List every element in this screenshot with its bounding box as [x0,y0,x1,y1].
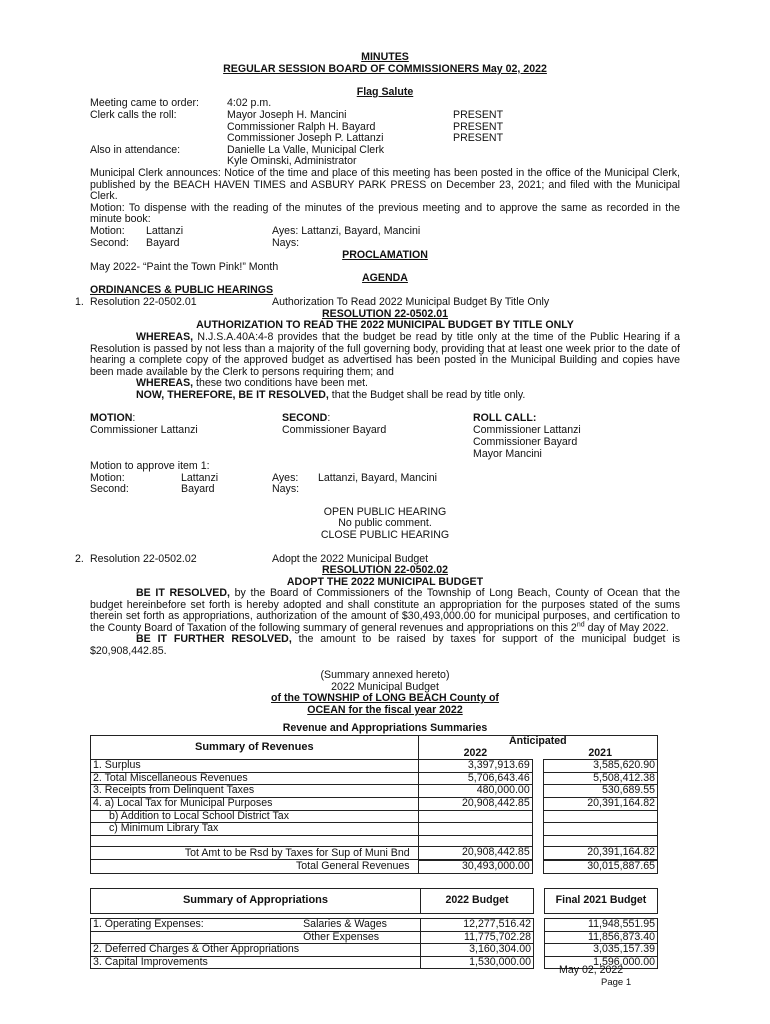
whereas-body: WHEREAS, N.J.S.A.40A:4-8 provides that the budget be read by title only at the time of the Public Hearing if a Resolution is passed by not less than a majority of the full governing body, providing that at least one week prior to the date of hearing a complete copy of the approved budget as advertised has been posted in the Municipal Building and copies have been made available by the Clerk to persons requiring them; and WHEREAS, these two conditions have been met. NOW, THEREFORE, BE IT RESOLVED, that the Budget shall be read by title only. [90,331,680,401]
row-label: b) Addition to Local School District Tax [91,810,419,823]
row-value-2021: 30,015,887.65 [543,860,657,873]
roll-name: Commissioner Joseph P. Lattanzi [227,132,384,144]
ayes-names: Lattanzi, Bayard, Mancini [318,472,437,484]
document-title: MINUTES [361,51,409,63]
proclamation-heading: PROCLAMATION [342,249,428,261]
second-by: Bayard [146,237,180,249]
table-row [91,760,658,773]
row-value-2021: 3,035,157.39 [545,944,658,957]
roll-call-name: Mayor Mancini [473,448,542,460]
motion-heading: MOTION: [90,412,136,424]
table-row [91,931,658,944]
roll-status: PRESENT [453,132,504,144]
row-value-2022 [418,810,532,823]
motion-by: Lattanzi [181,472,219,484]
township-line: of the TOWNSHIP of LONG BEACH County of [271,692,499,704]
resolved-body: BE IT RESOLVED, by the Board of Commissioners of the Township of Long Beach, County of Ocean that the budget hereinbefore set forth is hereby adopted and shall constitute an appropriation for the purposes stated of the sums therein set forth as appropriations, authorization of the amount of $30,493,000.00 for municipal purposes, and certification to the County Board of Taxation of the following summary of general revenues and appropriations on this 2nd day of May 2022. BE IT FURTHER RESOLVED, the amount to be raised by taxes for support of the municipal budget is $20,908,442.85. [90,587,680,657]
table-row [91,823,658,836]
row-value-2022: 20,908,442.85 [418,847,532,860]
motion-label: Motion: [90,225,125,237]
meeting-time: 4:02 p.m. [227,97,272,109]
roll-call-name: Commissioner Bayard [473,436,578,448]
row-label: 4. a) Local Tax for Municipal Purposes [91,797,419,810]
row-label [91,931,302,944]
row-value-2021 [543,823,657,836]
row-value-2021: 20,391,164.82 [543,847,657,860]
col-2022-budget: 2022 Budget [421,889,534,914]
row-value-2022: 12,277,516.42 [421,919,534,932]
item-number: 1. [75,296,84,308]
resolution-title: AUTHORIZATION TO READ THE 2022 MUNICIPAL BUDGET BY TITLE ONLY [196,319,574,331]
second-name: Commissioner Bayard [282,424,387,436]
row-value-2021: 530,689.55 [543,785,657,798]
row-label: 1. Surplus [91,760,419,773]
roll-name: Commissioner Ralph H. Bayard [227,121,376,133]
row-value-2022: 5,706,643.46 [418,772,532,785]
roll-status: PRESENT [453,121,504,133]
item-resolution: Resolution 22-0502.02 [90,553,197,565]
motion-label: Motion: [90,472,125,484]
row-label: 3. Capital Improvements [91,956,302,969]
county-line: OCEAN for the fiscal year 2022 [307,704,463,716]
row-label: 3. Receipts from Delinquent Taxes [91,785,419,798]
ayes-text: Ayes: Lattanzi, Bayard, Mancini [272,225,421,237]
table-row [91,919,658,932]
table-row [91,944,658,957]
appropriations-rows [91,919,658,969]
nays-text: Nays: [272,237,300,249]
col-2021-budget: Final 2021 Budget [545,889,658,914]
row-value-2021: 1,596,000.00 [545,956,658,969]
revenues-table [90,735,658,874]
resolution-heading: RESOLUTION 22-0502.02 [322,564,448,576]
table-row [91,785,658,798]
resolution-heading: RESOLUTION 22-0502.01 [322,308,448,320]
row-sublabel [301,956,420,969]
row-value-2022: 3,160,304.00 [421,944,534,957]
col-2022: 2022 [418,748,532,760]
revenues-rows [91,760,658,873]
row-sublabel: Salaries & Wages [301,919,420,932]
col-2021: 2021 [543,748,657,760]
summaries-title: Revenue and Appropriations Summaries [282,722,488,734]
agenda-section: ORDINANCES & PUBLIC HEARINGS [90,284,274,296]
table-row [91,797,658,810]
appropriations-heading: Summary of Appropriations [91,889,421,914]
row-value-2022: 1,530,000.00 [421,956,534,969]
motion-text: Motion: To dispense with the reading of the minutes of the previous meeting and to approve the same as recorded in the minute book: [90,201,680,226]
revenues-heading: Summary of Revenues [91,736,419,760]
row-value-2022 [418,823,532,836]
document-subtitle: REGULAR SESSION BOARD OF COMMISSIONERS May 02, 2022 [223,63,547,75]
second-label: Second: [90,483,129,495]
row-value-2022: 3,397,913.69 [418,760,532,773]
ayes-label: Ayes: [272,472,299,484]
row-sublabel [301,944,420,957]
roll-call-name: Commissioner Lattanzi [473,424,581,436]
agenda-heading: AGENDA [362,272,408,284]
second-label: Second: [90,237,129,249]
page-number: Page 1 [601,977,632,988]
row-value-2021: 11,856,873.40 [545,931,658,944]
resolution-title: ADOPT THE 2022 MUNICIPAL BUDGET [286,576,484,588]
table-row [91,810,658,823]
nays-label: Nays: [272,483,300,495]
total-general-revenues-row [91,860,658,873]
total-taxes-row [91,847,658,860]
attendee: Danielle La Valle, Municipal Clerk [227,144,385,156]
summary-line: 2022 Municipal Budget [331,681,439,693]
row-label: 2. Total Miscellaneous Revenues [91,772,419,785]
item-title: Authorization To Read 2022 Municipal Budget By Title Only [272,296,550,308]
roll-name: Mayor Joseph H. Mancini [227,109,347,121]
row-value-2021 [543,810,657,823]
roll-call-heading: ROLL CALL: [473,412,537,424]
row-value-2021: 20,391,164.82 [543,797,657,810]
clerk-announcement: Municipal Clerk announces: Notice of the time and place of this meeting has been posted in the office of the Municipal Clerk, published by the BEACH HAVEN TIMES and ASBURY PARK PRESS on December 23, 2021; and filed with the Municipal Clerk. Motion: To dispense with the reading of the minutes of the previous meeting and to approve the same as recorded in the minute book: [90,167,680,226]
meeting-label: Meeting came to order: [90,97,199,109]
appropriations-table [90,888,658,969]
item-resolution: Resolution 22-0502.01 [90,296,197,308]
row-label: Total General Revenues [91,860,419,873]
row-value-2022: 11,775,702.28 [421,931,534,944]
second-heading: SECOND: [282,412,331,424]
row-value-2022: 30,493,000.00 [418,860,532,873]
row-label: 1. Operating Expenses: [91,919,302,932]
hearing-line: No public comment. [338,517,432,529]
hearing-line: CLOSE PUBLIC HEARING [320,529,450,541]
item-title: Adopt the 2022 Municipal Budget [272,553,429,565]
second-by: Bayard [181,483,215,495]
table-row [91,772,658,785]
row-value-2021: 5,508,412.38 [543,772,657,785]
row-value-2022: 480,000.00 [418,785,532,798]
roll-label: Clerk calls the roll: [90,109,177,121]
row-label: Tot Amt to be Rsd by Taxes for Sup of Muni Bnd [91,847,419,860]
attendance-label: Also in attendance: [90,144,181,156]
flag-salute-heading: Flag Salute [356,86,414,98]
item-number: 2. [75,553,84,565]
row-value-2022: 20,908,442.85 [418,797,532,810]
motion-by: Lattanzi [146,225,184,237]
row-value-2021: 11,948,551.95 [545,919,658,932]
summary-line: (Summary annexed hereto) [320,669,450,681]
motion-name: Commissioner Lattanzi [90,424,198,436]
row-label: 2. Deferred Charges & Other Appropriations [91,944,302,957]
approve-text: Motion to approve item 1: [90,460,210,472]
anticipated-heading: Anticipated [418,736,657,748]
row-value-2021: 3,585,620.90 [543,760,657,773]
proclamation-text: May 2022- “Paint the Town Pink!” Month [90,261,279,273]
row-label: c) Minimum Library Tax [91,823,419,836]
attendee: Kyle Ominski, Administrator [227,155,357,167]
row-sublabel: Other Expenses [301,931,420,944]
roll-status: PRESENT [453,109,504,121]
footer-date: May 02, 2022 [559,964,624,976]
hearing-line: OPEN PUBLIC HEARING [323,506,447,518]
